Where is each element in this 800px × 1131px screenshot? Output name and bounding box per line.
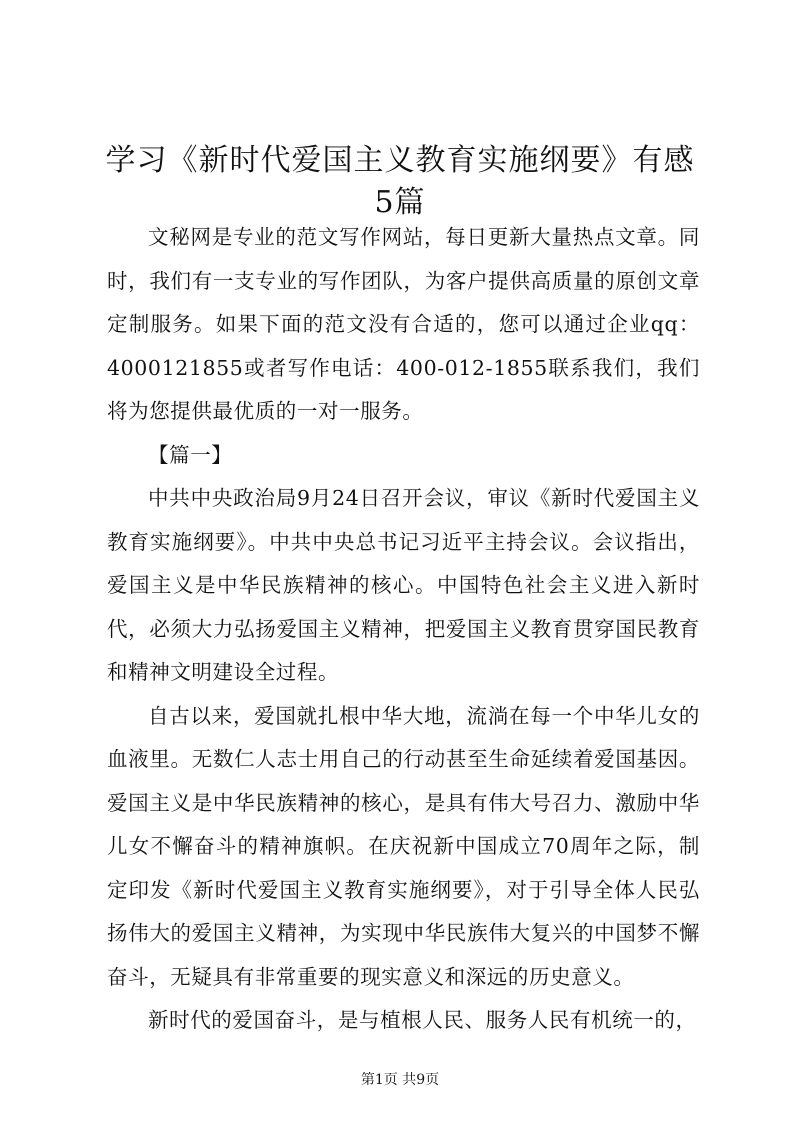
intro-paragraph: 文秘网是专业的范文写作网站，每日更新大量热点文章。同时，我们有一支专业的写作团队，为客户提供高质量的原创文章定制服务。如果下面的范文没有合适的，您可以通过企业qq：4000121855或者写作电话：400-012-1855联系我们，我们将为您提供最优质的一对一服务。 xyxy=(107,225,700,423)
body-paragraph: 中共中央政治局9月24日召开会议，审议《新时代爱国主义教育实施纲要》。中共中央总书记习近平主持会议。会议指出，爱国主义是中华民族精神的核心。中国特色社会主义进入新时代，必须大力弘扬爱国主义精神，把爱国主义教育贯穿国民教育和精神文明建设全过程。 xyxy=(107,486,700,684)
body-paragraph: 自古以来，爱国就扎根中华大地，流淌在每一个中华儿女的血液里。无数仁人志士用自己的行动甚至生命延续着爱国基因。爱国主义是中华民族精神的核心，是具有伟大号召力、激励中华儿女不懈奋斗的精神旗帜。在庆祝新中国成立70周年之际，制定印发《新时代爱国主义教育实施纲要》，对于引导全体人民弘扬伟大的爱国主义精神，为实现中华民族伟大复兴的中国梦不懈奋斗，无疑具有非常重要的现实意义和深远的历史意义。 xyxy=(107,703,700,989)
body-paragraph: 新时代的爱国奋斗，是与植根人民、服务人民有机统一的， xyxy=(148,1008,697,1032)
section-heading: 【篇一】 xyxy=(148,442,233,467)
page-footer: 第1页 共9页 xyxy=(360,1072,440,1088)
document-title: 学习《新时代爱国主义教育实施纲要》有感5篇 xyxy=(105,143,695,220)
document-body xyxy=(107,216,700,1043)
